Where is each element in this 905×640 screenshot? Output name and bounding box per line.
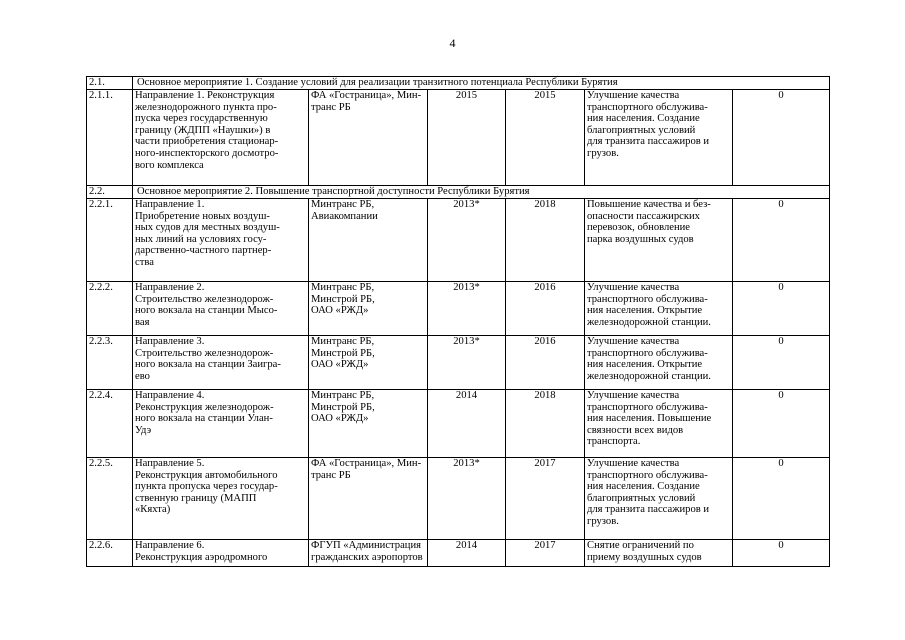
start-year-cell: 2013* [428,336,506,390]
table-row [87,90,830,186]
table-row [87,282,830,336]
value-cell: 0 [733,390,830,458]
result-cell: Снятие ограничений по приему воздушных судов [585,540,733,567]
direction-cell: Направление 6. Реконструкция аэродромного [133,540,309,567]
value-cell: 0 [733,336,830,390]
row-number: 2.2.6. [87,540,133,567]
executors-cell: Минтранс РБ, Авиакомпании [309,199,428,282]
value-cell: 0 [733,282,830,336]
page-number: 4 [449,36,456,50]
end-year-cell: 2018 [506,390,585,458]
section-number: 2.2. [87,186,133,199]
executors-cell: ФГУП «Администрация гражданских аэропортов [309,540,428,567]
end-year-cell: 2015 [506,90,585,186]
result-cell: Повышение качества и без- опасности пассажирских перевозок, обновление парка воздушных судов [585,199,733,282]
table-row [87,336,830,390]
value-cell: 0 [733,90,830,186]
direction-cell: Направление 5. Реконструкция автомобильного пункта пропуска через государ- ственную границу (МАПП «Кяхта) [133,458,309,540]
end-year-cell: 2018 [506,199,585,282]
direction-cell: Направление 1. Реконструкция железнодорожного пункта про- пуска через государственную границу (ЖДПП «Наушки») в части приобретения стационар- ного-инспекторского досмотро- вого комплекса [133,90,309,186]
row-number: 2.1.1. [87,90,133,186]
row-number: 2.2.1. [87,199,133,282]
start-year-cell: 2013* [428,458,506,540]
executors-cell: ФА «Гостраница», Мин- транс РБ [309,458,428,540]
executors-cell: Минтранс РБ, Минстрой РБ, ОАО «РЖД» [309,282,428,336]
start-year-cell: 2014 [428,540,506,567]
table-row [87,540,830,567]
table-row [87,199,830,282]
executors-cell: ФА «Гостраница», Мин- транс РБ [309,90,428,186]
direction-cell: Направление 2. Строительство железнодорож- ного вокзала на станции Мысо- вая [133,282,309,336]
end-year-cell: 2016 [506,282,585,336]
section-row [87,77,830,90]
start-year-cell: 2013* [428,282,506,336]
row-number: 2.2.5. [87,458,133,540]
result-cell: Улучшение качества транспортного обслужива- ния населения. Открытие железнодорожной станции. [585,336,733,390]
value-cell: 0 [733,540,830,567]
result-cell: Улучшение качества транспортного обслужива- ния населения. Создание благоприятных условий для транзита пассажиров и грузов. [585,90,733,186]
end-year-cell: 2017 [506,540,585,567]
executors-cell: Минтранс РБ, Минстрой РБ, ОАО «РЖД» [309,390,428,458]
result-cell: Улучшение качества транспортного обслужива- ния населения. Создание благоприятных условий для транзита пассажиров и грузов. [585,458,733,540]
row-number: 2.2.3. [87,336,133,390]
section-row [87,186,830,199]
executors-cell: Минтранс РБ, Минстрой РБ, ОАО «РЖД» [309,336,428,390]
start-year-cell: 2014 [428,390,506,458]
row-number: 2.2.4. [87,390,133,458]
end-year-cell: 2017 [506,458,585,540]
direction-cell: Направление 1. Приобретение новых воздуш- ных судов для местных воздуш- ных линий на условиях госу- дарственно-частного партнер- ства [133,199,309,282]
section-number: 2.1. [87,77,133,90]
section-title: Основное мероприятие 2. Повышение транспортной доступности Республики Бурятия [133,186,830,199]
start-year-cell: 2015 [428,90,506,186]
start-year-cell: 2013* [428,199,506,282]
table-row [87,458,830,540]
value-cell: 0 [733,458,830,540]
direction-cell: Направление 3. Строительство железнодорож- ного вокзала на станции Заигра- ево [133,336,309,390]
section-title: Основное мероприятие 1. Создание условий для реализации транзитного потенциала Республики Бурятия [133,77,830,90]
result-cell: Улучшение качества транспортного обслужива- ния населения. Открытие железнодорожной станции. [585,282,733,336]
measures-table [86,76,830,567]
direction-cell: Направление 4. Реконструкция железнодорож- ного вокзала на станции Улан- Удэ [133,390,309,458]
value-cell: 0 [733,199,830,282]
end-year-cell: 2016 [506,336,585,390]
table-row [87,390,830,458]
row-number: 2.2.2. [87,282,133,336]
result-cell: Улучшение качества транспортного обслужива- ния населения. Повышение связности всех видов транспорта. [585,390,733,458]
